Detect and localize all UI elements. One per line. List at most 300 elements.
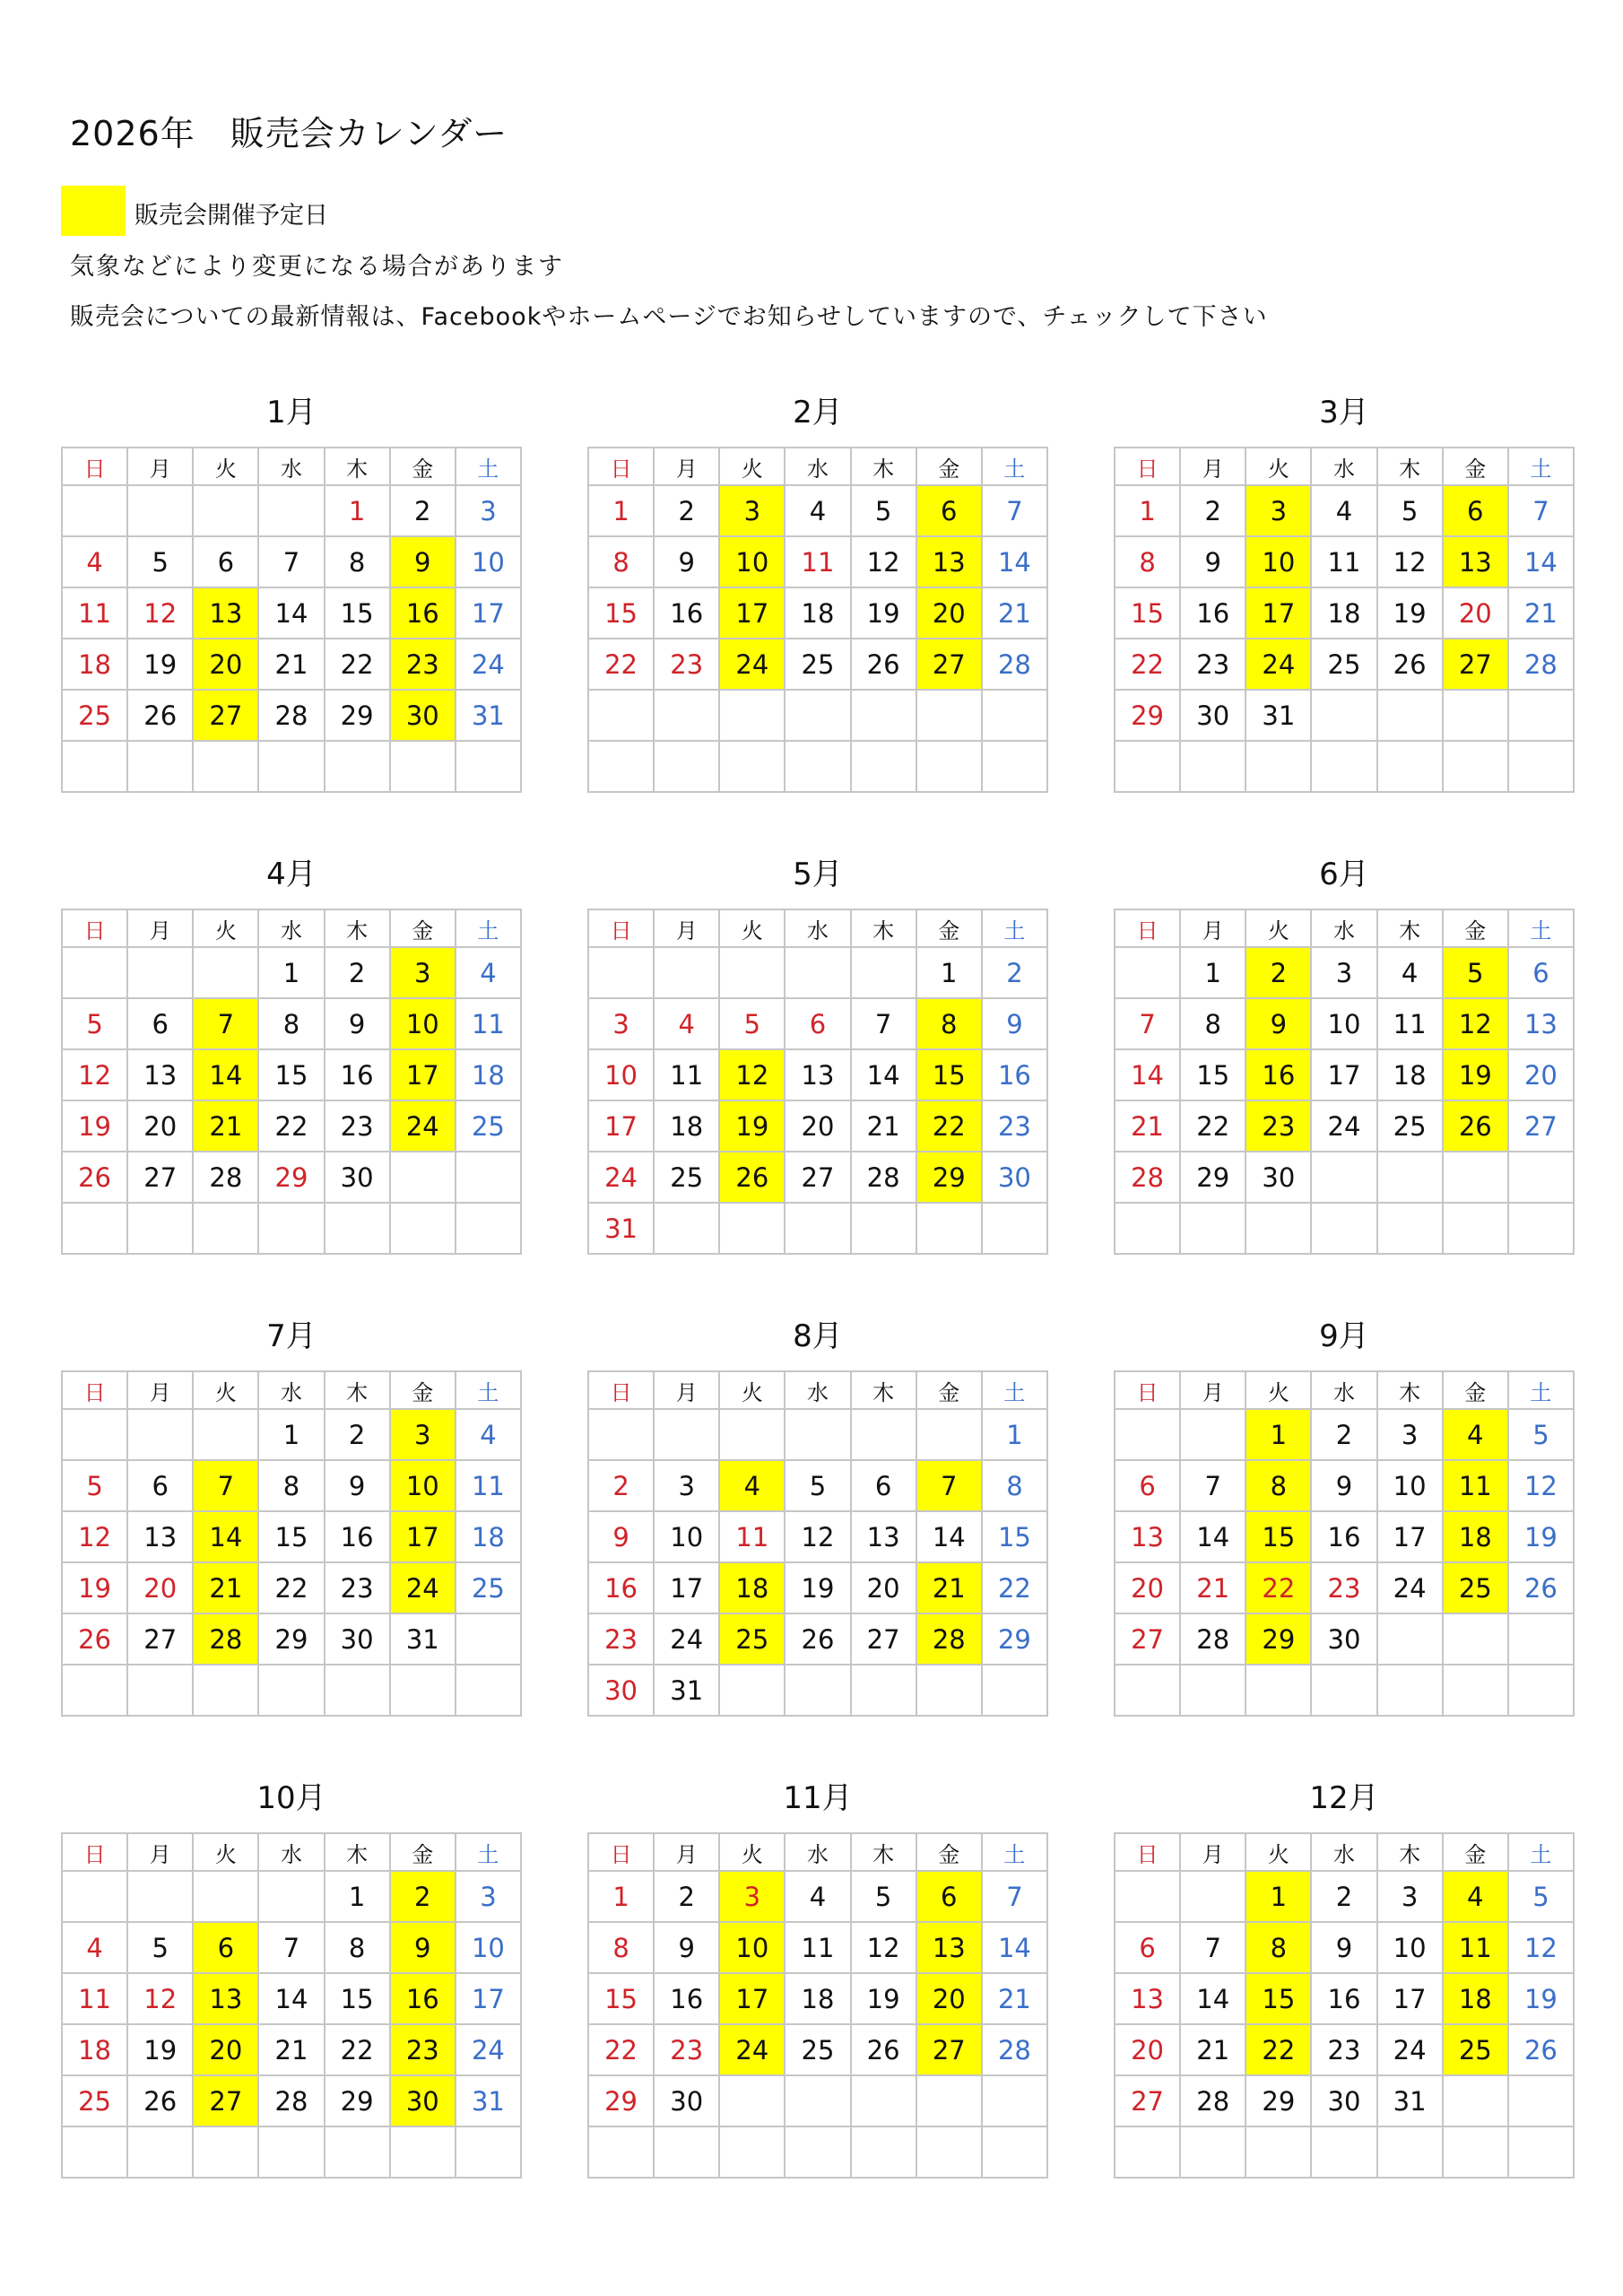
weekday-header-row [588,1371,1047,1409]
day-cell: 28 [1508,639,1574,690]
week-row [62,485,521,536]
week-row [62,1665,521,1716]
weekday-label: 木 [1377,1371,1443,1409]
day-cell: 3 [588,998,654,1049]
day-cell: 25 [1377,1100,1443,1152]
day-cell: 29 [982,1613,1047,1665]
week-row [62,1409,521,1460]
day-cell-event: 1 [1245,1409,1311,1460]
weekday-label: 月 [127,448,193,485]
empty-cell [851,1409,916,1460]
week-row [1115,690,1574,741]
day-cell: 19 [127,639,193,690]
day-cell: 6 [127,998,193,1049]
day-cell: 28 [982,2024,1047,2075]
empty-cell [851,690,916,741]
day-cell: 22 [258,1562,324,1613]
day-cell: 24 [654,1613,719,1665]
empty-cell [1443,1613,1508,1665]
day-cell: 20 [127,1562,193,1613]
empty-cell [193,1203,258,1254]
month-table [587,1832,1048,2179]
day-cell-event: 15 [916,1049,982,1100]
empty-cell [1115,1665,1180,1716]
day-cell: 5 [62,1460,127,1511]
weekday-label: 火 [193,1371,258,1409]
empty-cell [127,947,193,998]
day-cell: 23 [654,2024,719,2075]
day-cell: 31 [456,690,521,741]
day-cell: 23 [325,1100,390,1152]
empty-cell [456,1665,521,1716]
day-cell: 4 [654,998,719,1049]
day-cell: 27 [785,1152,850,1203]
empty-cell [1180,1871,1245,1922]
day-cell: 10 [456,536,521,587]
weekday-label: 火 [193,909,258,947]
day-cell-event: 13 [916,536,982,587]
month-title: 12月 [1309,1780,1379,1816]
weekday-label: 木 [1377,448,1443,485]
empty-cell [785,741,850,792]
day-cell: 21 [1508,587,1574,639]
day-cell: 12 [851,1922,916,1973]
empty-cell [851,1203,916,1254]
empty-cell [62,741,127,792]
day-cell: 15 [588,587,654,639]
day-cell: 26 [62,1613,127,1665]
day-cell: 25 [654,1152,719,1203]
empty-cell [1443,1203,1508,1254]
empty-cell [654,2126,719,2178]
weekday-label: 土 [982,448,1047,485]
empty-cell [1508,690,1574,741]
day-cell-event: 25 [719,1613,785,1665]
week-row [588,2126,1047,2178]
day-cell: 25 [62,2075,127,2126]
day-cell-event: 11 [1443,1922,1508,1973]
day-cell: 10 [456,1922,521,1973]
day-cell: 30 [1245,1152,1311,1203]
day-cell: 4 [785,1871,850,1922]
day-cell: 13 [851,1511,916,1562]
day-cell: 8 [588,536,654,587]
day-cell: 25 [785,639,850,690]
day-cell: 14 [851,1049,916,1100]
day-cell: 11 [654,1049,719,1100]
day-cell-event: 22 [1245,1562,1311,1613]
day-cell: 9 [654,536,719,587]
day-cell: 5 [719,998,785,1049]
day-cell: 19 [127,2024,193,2075]
day-cell-event: 30 [390,2075,456,2126]
empty-cell [1115,1409,1180,1460]
week-row [588,639,1047,690]
empty-cell [654,947,719,998]
day-cell-event: 24 [390,1100,456,1152]
day-cell-event: 13 [1443,536,1508,587]
day-cell: 3 [654,1460,719,1511]
day-cell: 19 [62,1562,127,1613]
day-cell: 22 [588,2024,654,2075]
empty-cell [1180,741,1245,792]
empty-cell [1245,741,1311,792]
day-cell-event: 26 [1443,1100,1508,1152]
weekday-label: 月 [654,909,719,947]
weekday-label: 土 [982,909,1047,947]
day-cell: 7 [1180,1460,1245,1511]
month-table [1114,909,1575,1255]
day-cell: 4 [456,1409,521,1460]
day-cell-event: 4 [719,1460,785,1511]
weekday-header-row [1115,1371,1574,1409]
weekday-label: 土 [456,448,521,485]
empty-cell [193,1665,258,1716]
day-cell: 7 [258,1922,324,1973]
day-cell-event: 23 [390,639,456,690]
day-cell: 14 [916,1511,982,1562]
day-cell-event: 16 [390,587,456,639]
day-cell: 20 [127,1100,193,1152]
week-row [62,1049,521,1100]
empty-cell [62,1665,127,1716]
day-cell: 15 [1180,1049,1245,1100]
week-row [1115,1460,1574,1511]
day-cell-event: 3 [719,1871,785,1922]
day-cell: 28 [1180,2075,1245,2126]
weekday-label: 月 [654,448,719,485]
day-cell: 1 [588,485,654,536]
day-cell-event: 18 [1443,1511,1508,1562]
week-row [1115,2075,1574,2126]
day-cell: 29 [588,2075,654,2126]
empty-cell [916,2075,982,2126]
weekday-label: 日 [588,448,654,485]
month-title: 10月 [256,1780,326,1816]
week-row [588,1460,1047,1511]
week-row [1115,1922,1574,1973]
day-cell-event: 17 [390,1511,456,1562]
day-cell: 31 [588,1203,654,1254]
day-cell: 2 [1180,485,1245,536]
week-row [62,1511,521,1562]
day-cell: 1 [916,947,982,998]
day-cell: 7 [1115,998,1180,1049]
day-cell: 30 [1180,690,1245,741]
day-cell: 5 [785,1460,850,1511]
weekday-label: 水 [785,448,850,485]
week-row [62,998,521,1049]
day-cell: 2 [1311,1409,1376,1460]
day-cell: 9 [588,1511,654,1562]
day-cell: 1 [258,1409,324,1460]
weekday-label: 水 [785,1371,850,1409]
day-cell: 2 [1311,1871,1376,1922]
day-cell: 12 [62,1511,127,1562]
day-cell: 12 [1377,536,1443,587]
week-row [1115,639,1574,690]
day-cell-event: 2 [390,1871,456,1922]
day-cell: 1 [258,947,324,998]
empty-cell [719,1665,785,1716]
day-cell: 23 [588,1613,654,1665]
week-row [62,1460,521,1511]
week-row [1115,1152,1574,1203]
day-cell: 4 [1311,485,1376,536]
empty-cell [390,1203,456,1254]
weekday-label: 月 [654,1371,719,1409]
day-cell: 8 [982,1460,1047,1511]
day-cell: 30 [654,2075,719,2126]
day-cell: 2 [654,1871,719,1922]
day-cell: 6 [1115,1922,1180,1973]
day-cell-event: 5 [1443,947,1508,998]
empty-cell [785,947,850,998]
day-cell: 20 [785,1100,850,1152]
day-cell: 31 [1245,690,1311,741]
month-title: 2月 [793,395,843,430]
empty-cell [62,1871,127,1922]
day-cell-event: 29 [1245,1613,1311,1665]
weekday-label: 水 [258,909,324,947]
day-cell: 12 [1508,1460,1574,1511]
day-cell-event: 9 [390,1922,456,1973]
month-table [587,1370,1048,1717]
day-cell: 5 [1377,485,1443,536]
day-cell-event: 30 [390,690,456,741]
weekday-label: 月 [127,1371,193,1409]
week-row [62,2075,521,2126]
day-cell: 13 [785,1049,850,1100]
day-cell: 13 [1115,1973,1180,2024]
week-row [1115,1613,1574,1665]
empty-cell [325,1665,390,1716]
empty-cell [982,1203,1047,1254]
empty-cell [1508,2126,1574,2178]
day-cell: 5 [1508,1871,1574,1922]
day-cell: 23 [982,1100,1047,1152]
day-cell-event: 7 [193,1460,258,1511]
empty-cell [1115,947,1180,998]
day-cell-event: 18 [1443,1973,1508,2024]
day-cell: 12 [62,1049,127,1100]
day-cell: 30 [1311,1613,1376,1665]
week-row [62,1871,521,1922]
weekday-label: 日 [62,1833,127,1871]
empty-cell [1180,1665,1245,1716]
day-cell-event: 24 [719,639,785,690]
empty-cell [916,1665,982,1716]
month-table [61,1832,522,2179]
empty-cell [654,690,719,741]
week-row [588,998,1047,1049]
week-row [588,536,1047,587]
day-cell: 20 [1115,1562,1180,1613]
day-cell: 19 [1508,1511,1574,1562]
week-row [62,639,521,690]
day-cell: 5 [851,485,916,536]
weekday-label: 木 [851,1833,916,1871]
weekday-label: 木 [1377,909,1443,947]
day-cell-event: 7 [916,1460,982,1511]
weekday-label: 火 [719,1833,785,1871]
day-cell-event: 13 [193,587,258,639]
day-cell: 26 [62,1152,127,1203]
day-cell-event: 21 [916,1562,982,1613]
day-cell: 21 [258,639,324,690]
day-cell: 1 [325,1871,390,1922]
weekday-label: 火 [1245,909,1311,947]
empty-cell [982,1665,1047,1716]
empty-cell [127,2126,193,2178]
day-cell: 16 [654,1973,719,2024]
day-cell: 24 [1377,1562,1443,1613]
empty-cell [1245,1665,1311,1716]
day-cell-event: 15 [1245,1511,1311,1562]
empty-cell [588,947,654,998]
empty-cell [785,2075,850,2126]
empty-cell [127,485,193,536]
day-cell: 27 [1115,2075,1180,2126]
day-cell: 1 [588,1871,654,1922]
day-cell: 27 [127,1152,193,1203]
day-cell-event: 6 [916,1871,982,1922]
day-cell-event: 21 [193,1100,258,1152]
day-cell: 4 [62,536,127,587]
week-row [62,1613,521,1665]
empty-cell [1377,1152,1443,1203]
day-cell-event: 4 [1443,1871,1508,1922]
weekday-label: 金 [916,909,982,947]
empty-cell [719,690,785,741]
day-cell: 2 [325,1409,390,1460]
weekday-label: 金 [1443,909,1508,947]
day-cell: 17 [456,587,521,639]
day-cell: 11 [456,1460,521,1511]
day-cell: 1 [982,1409,1047,1460]
day-cell: 23 [325,1562,390,1613]
week-row [1115,1511,1574,1562]
weekday-label: 火 [193,448,258,485]
empty-cell [127,1665,193,1716]
empty-cell [1377,1665,1443,1716]
empty-cell [127,1871,193,1922]
week-row [588,1049,1047,1100]
day-cell: 17 [1377,1973,1443,2024]
day-cell: 20 [1443,587,1508,639]
day-cell: 26 [1508,1562,1574,1613]
week-row [588,1871,1047,1922]
day-cell-event: 3 [390,1409,456,1460]
empty-cell [785,690,850,741]
empty-cell [654,741,719,792]
weekday-label: 日 [62,448,127,485]
weekday-header-row [588,909,1047,947]
week-row [588,1203,1047,1254]
day-cell: 6 [851,1460,916,1511]
day-cell: 12 [851,536,916,587]
day-cell: 29 [325,2075,390,2126]
day-cell: 27 [851,1613,916,1665]
empty-cell [456,1613,521,1665]
day-cell-event: 6 [193,1922,258,1973]
empty-cell [1311,690,1376,741]
day-cell: 26 [127,690,193,741]
day-cell-event: 20 [193,2024,258,2075]
day-cell: 5 [127,1922,193,1973]
empty-cell [1377,690,1443,741]
day-cell-event: 28 [193,1613,258,1665]
weekday-label: 木 [325,1371,390,1409]
day-cell: 17 [1311,1049,1376,1100]
day-cell: 12 [785,1511,850,1562]
weekday-header-row [1115,448,1574,485]
day-cell: 23 [654,639,719,690]
day-cell: 22 [982,1562,1047,1613]
day-cell-event: 20 [916,1973,982,2024]
weekday-label: 金 [1443,1833,1508,1871]
weekday-label: 火 [719,448,785,485]
empty-cell [258,1203,324,1254]
day-cell: 8 [1180,998,1245,1049]
empty-cell [193,485,258,536]
week-row [62,690,521,741]
week-row [588,1409,1047,1460]
day-cell: 16 [588,1562,654,1613]
day-cell: 7 [258,536,324,587]
day-cell: 20 [851,1562,916,1613]
weekday-label: 金 [390,448,456,485]
month-title: 9月 [1319,1318,1369,1354]
empty-cell [193,1409,258,1460]
empty-cell [390,2126,456,2178]
day-cell: 15 [258,1511,324,1562]
day-cell: 4 [1377,947,1443,998]
empty-cell [1180,2126,1245,2178]
week-row [588,690,1047,741]
day-cell-event: 17 [1245,587,1311,639]
day-cell: 16 [325,1049,390,1100]
day-cell: 18 [1377,1049,1443,1100]
week-row [1115,1100,1574,1152]
month-title: 7月 [266,1318,317,1354]
empty-cell [62,485,127,536]
weekday-label: 水 [1311,909,1376,947]
week-row [588,1562,1047,1613]
day-cell: 24 [456,639,521,690]
day-cell: 23 [1311,2024,1376,2075]
day-cell: 24 [1311,1100,1376,1152]
empty-cell [1311,2126,1376,2178]
empty-cell [851,947,916,998]
day-cell-event: 2 [1245,947,1311,998]
week-row [62,1203,521,1254]
week-row [588,1922,1047,1973]
week-row [588,2024,1047,2075]
day-cell: 1 [1180,947,1245,998]
weekday-label: 日 [1115,448,1180,485]
weekday-label: 木 [851,909,916,947]
weekday-header-row [62,909,521,947]
day-cell-event: 19 [719,1100,785,1152]
day-cell: 16 [1311,1973,1376,2024]
week-row [62,1152,521,1203]
day-cell: 21 [982,587,1047,639]
empty-cell [193,947,258,998]
day-cell: 15 [325,587,390,639]
day-cell: 21 [851,1100,916,1152]
day-cell: 11 [1311,536,1376,587]
